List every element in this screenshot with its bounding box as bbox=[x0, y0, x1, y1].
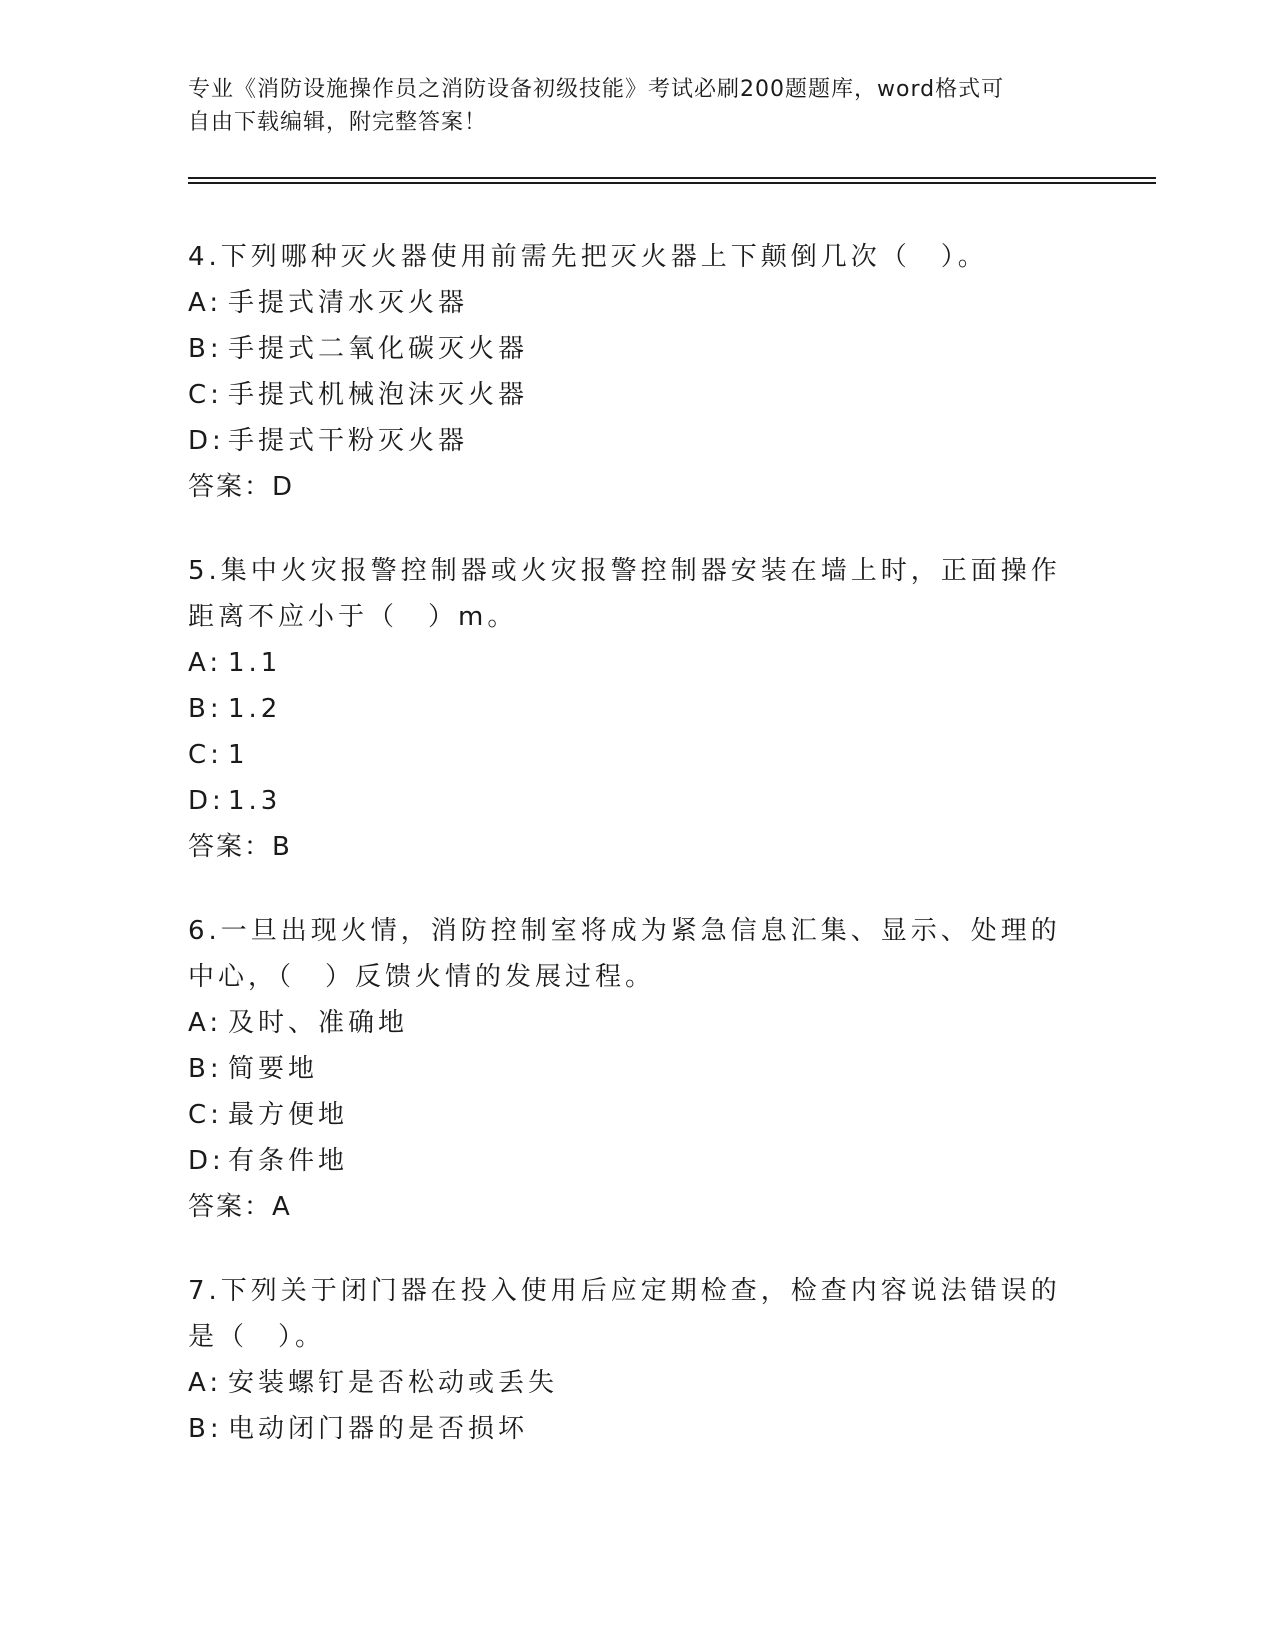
option-text: 及时、准确地 bbox=[228, 1008, 409, 1038]
option-d bbox=[188, 778, 1088, 824]
option-letter: D: bbox=[188, 426, 225, 456]
option-a bbox=[188, 280, 1088, 326]
option-b bbox=[188, 686, 1088, 732]
option-letter: A: bbox=[188, 648, 223, 678]
option-letter: A: bbox=[188, 1368, 223, 1398]
header-line-2: 自由下载编辑，附完整答案！ bbox=[188, 110, 488, 135]
option-letter: D: bbox=[188, 786, 225, 816]
option-c bbox=[188, 732, 1088, 778]
answer: 答案：A bbox=[188, 1192, 292, 1222]
question-text: 4.下列哪种灭火器使用前需先把灭火器上下颠倒几次（ ）。 bbox=[188, 242, 988, 272]
option-letter: B: bbox=[188, 1054, 223, 1084]
option-text: 1 bbox=[228, 740, 249, 770]
option-letter: A: bbox=[188, 288, 223, 318]
option-text: 简要地 bbox=[228, 1054, 319, 1084]
option-letter: B: bbox=[188, 334, 223, 364]
question-4 bbox=[188, 234, 1088, 510]
option-letter: B: bbox=[188, 1414, 223, 1444]
option-d bbox=[188, 1138, 1088, 1184]
option-b bbox=[188, 1046, 1088, 1092]
option-text: 有条件地 bbox=[228, 1146, 349, 1176]
header-line-1: 专业《消防设施操作员之消防设备初级技能》考试必刷200题题库，word格式可 bbox=[188, 77, 1005, 102]
question-text: 6.一旦出现火情，消防控制室将成为紧急信息汇集、显示、处理的中心，（ ）反馈火情的发展过程。 bbox=[188, 916, 1061, 992]
option-text: 最方便地 bbox=[228, 1100, 349, 1130]
question-5 bbox=[188, 548, 1088, 870]
option-b bbox=[188, 1406, 1088, 1452]
option-text: 手提式干粉灭火器 bbox=[228, 426, 469, 456]
option-a bbox=[188, 1000, 1088, 1046]
option-text: 1.3 bbox=[228, 786, 282, 816]
option-letter: B: bbox=[188, 694, 223, 724]
option-text: 手提式清水灭火器 bbox=[228, 288, 469, 318]
option-letter: C: bbox=[188, 740, 223, 770]
question-7 bbox=[188, 1268, 1088, 1452]
option-letter: A: bbox=[188, 1008, 223, 1038]
option-text: 1.1 bbox=[228, 648, 282, 678]
option-text: 电动闭门器的是否损坏 bbox=[228, 1414, 529, 1444]
question-text: 5.集中火灾报警控制器或火灾报警控制器安装在墙上时，正面操作距离不应小于（ ）m。 bbox=[188, 556, 1061, 632]
answer: 答案：B bbox=[188, 832, 292, 862]
question-text: 7.下列关于闭门器在投入使用后应定期检查，检查内容说法错误的是（ ）。 bbox=[188, 1276, 1061, 1352]
option-letter: C: bbox=[188, 1100, 223, 1130]
document-header bbox=[188, 73, 1068, 139]
header-divider-bottom bbox=[188, 182, 1156, 184]
option-c bbox=[188, 372, 1088, 418]
option-c bbox=[188, 1092, 1088, 1138]
option-letter: C: bbox=[188, 380, 223, 410]
option-a bbox=[188, 640, 1088, 686]
header-divider-top bbox=[188, 177, 1156, 179]
option-text: 1.2 bbox=[228, 694, 282, 724]
option-text: 安装螺钉是否松动或丢失 bbox=[228, 1368, 559, 1398]
option-letter: D: bbox=[188, 1146, 225, 1176]
question-list bbox=[188, 234, 1088, 1490]
question-6 bbox=[188, 908, 1088, 1230]
option-a bbox=[188, 1360, 1088, 1406]
option-b bbox=[188, 326, 1088, 372]
option-text: 手提式机械泡沫灭火器 bbox=[228, 380, 529, 410]
option-text: 手提式二氧化碳灭火器 bbox=[228, 334, 529, 364]
option-d bbox=[188, 418, 1088, 464]
answer: 答案：D bbox=[188, 472, 295, 502]
